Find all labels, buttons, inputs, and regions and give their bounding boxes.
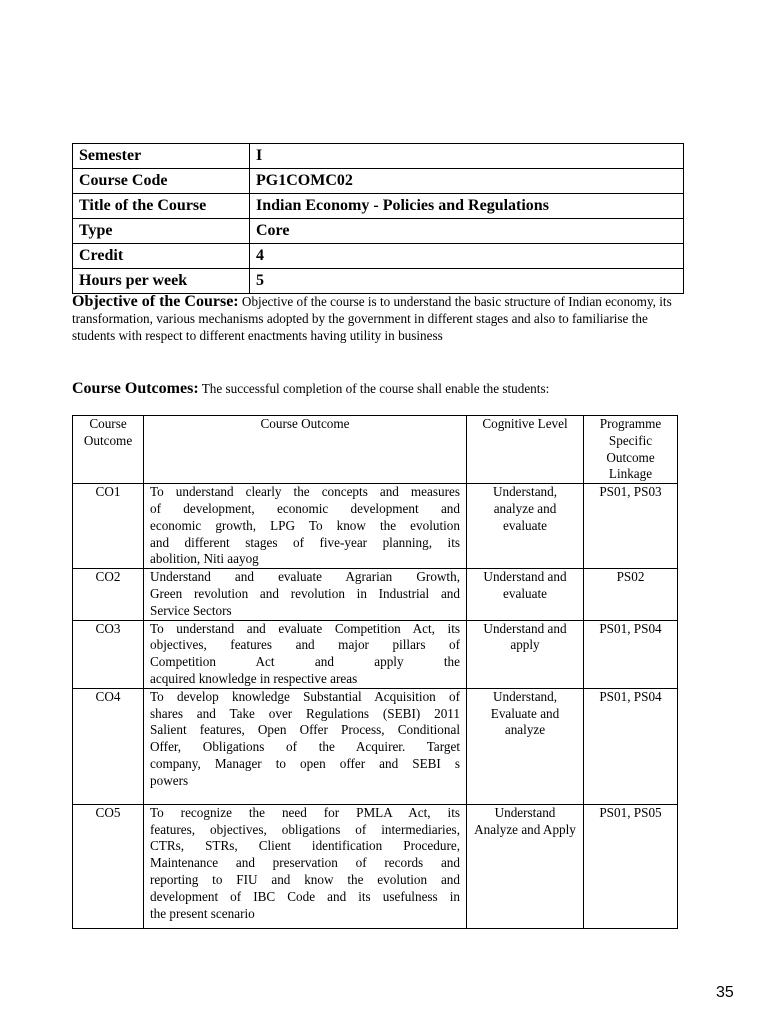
table-row bbox=[73, 569, 678, 620]
table-row bbox=[73, 620, 678, 688]
objective-text: Objective of the course is to understand the basic structure of Indian economy, its transformation, various mechanisms adopted by the government in different stages and also to familiarise the students with respect to different enactments having utility in business bbox=[72, 294, 672, 343]
outcome-line: economic growth, LPG To know the evolution bbox=[150, 517, 460, 533]
outcome-line: Green revolution and revolution in Industrial and bbox=[150, 585, 460, 601]
column-header-outcome: Course Outcome bbox=[144, 416, 467, 484]
outcome-line: To understand clearly the concepts and measures bbox=[150, 484, 460, 500]
cognitive-level: Understand Analyze and Apply bbox=[467, 804, 584, 928]
table-row bbox=[73, 269, 684, 294]
info-label: Credit bbox=[73, 244, 250, 269]
info-value: 5 bbox=[250, 269, 684, 294]
outcome-line: Salient features, Open Offer Process, Conditional bbox=[150, 722, 460, 738]
outcome-line: development of IBC Code and its usefulness in bbox=[150, 888, 460, 904]
info-label: Course Code bbox=[73, 169, 250, 194]
cognitive-level: Understand and apply bbox=[467, 620, 584, 688]
column-header-pso: Programme Specific Outcome Linkage bbox=[584, 416, 678, 484]
table-row bbox=[73, 144, 684, 169]
info-value: 4 bbox=[250, 244, 684, 269]
cognitive-level: Understand, Evaluate and analyze bbox=[467, 688, 584, 804]
pso-linkage: PS01, PS05 bbox=[584, 804, 678, 928]
cognitive-level: Understand and evaluate bbox=[467, 569, 584, 620]
outcomes-heading: Course Outcomes: bbox=[72, 380, 199, 397]
outcome-line: the present scenario bbox=[150, 905, 255, 921]
table-row bbox=[73, 219, 684, 244]
outcome-line: of development, economic development and bbox=[150, 500, 460, 516]
table-row bbox=[73, 169, 684, 194]
outcome-line: shares and Take over Regulations (SEBI) 2011 bbox=[150, 705, 460, 721]
info-value: Core bbox=[250, 219, 684, 244]
objective-paragraph bbox=[72, 293, 684, 344]
outcome-line: CTRs, STRs, Client identification Procedure, bbox=[150, 838, 460, 854]
outcomes-intro bbox=[72, 379, 684, 399]
outcome-code: CO4 bbox=[73, 688, 144, 804]
info-value: PG1COMC02 bbox=[250, 169, 684, 194]
table-row bbox=[73, 194, 684, 219]
outcome-line: To understand and evaluate Competition Act, its bbox=[150, 620, 460, 636]
info-value: Indian Economy - Policies and Regulations bbox=[250, 194, 684, 219]
outcome-line: company, Manager to open offer and SEBI s bbox=[150, 755, 460, 771]
outcome-description bbox=[144, 569, 467, 620]
outcome-line: Understand and evaluate Agrarian Growth, bbox=[150, 569, 460, 585]
info-value: I bbox=[250, 144, 684, 169]
outcome-line: abolition, Niti aayog bbox=[150, 551, 259, 567]
outcome-line: To develop knowledge Substantial Acquisition of bbox=[150, 688, 460, 704]
info-label: Semester bbox=[73, 144, 250, 169]
info-label: Title of the Course bbox=[73, 194, 250, 219]
outcomes-table-body bbox=[73, 484, 678, 929]
outcome-code: CO2 bbox=[73, 569, 144, 620]
pso-linkage: PS01, PS04 bbox=[584, 688, 678, 804]
table-header-row bbox=[73, 416, 678, 484]
outcome-line: To recognize the need for PMLA Act, its bbox=[150, 804, 460, 820]
objective-heading: Objective of the Course: bbox=[72, 293, 239, 310]
outcome-line: features, objectives, obligations of intermediaries, bbox=[150, 821, 460, 837]
page-number: 35 bbox=[716, 984, 734, 1001]
info-label: Type bbox=[73, 219, 250, 244]
table-row bbox=[73, 804, 678, 928]
pso-linkage: PS01, PS03 bbox=[584, 484, 678, 569]
outcome-line: acquired knowledge in respective areas bbox=[150, 670, 358, 686]
outcome-line: powers bbox=[150, 772, 189, 788]
outcome-line: Competition Act and apply the bbox=[150, 654, 460, 670]
cognitive-level: Understand, analyze and evaluate bbox=[467, 484, 584, 569]
column-header-level: Cognitive Level bbox=[467, 416, 584, 484]
pso-linkage: PS01, PS04 bbox=[584, 620, 678, 688]
outcome-description bbox=[144, 688, 467, 804]
outcome-line: and different stages of five-year planning, its bbox=[150, 534, 460, 550]
outcome-code: CO5 bbox=[73, 804, 144, 928]
info-label: Hours per week bbox=[73, 269, 250, 294]
outcome-line: objectives, features and major pillars of bbox=[150, 637, 460, 653]
outcomes-intro-text: The successful completion of the course shall enable the students: bbox=[198, 381, 550, 396]
column-header-co: Course Outcome bbox=[73, 416, 144, 484]
outcome-code: CO1 bbox=[73, 484, 144, 569]
outcome-description bbox=[144, 620, 467, 688]
outcome-line: reporting to FIU and know the evolution and bbox=[150, 871, 460, 887]
table-row bbox=[73, 244, 684, 269]
outcome-description bbox=[144, 804, 467, 928]
outcome-code: CO3 bbox=[73, 620, 144, 688]
outcome-line: Service Sectors bbox=[150, 602, 232, 618]
table-row bbox=[73, 484, 678, 569]
course-outcomes-table bbox=[72, 415, 678, 929]
outcome-description bbox=[144, 484, 467, 569]
table-row bbox=[73, 688, 678, 804]
pso-linkage: PS02 bbox=[584, 569, 678, 620]
course-info-table bbox=[72, 143, 684, 294]
outcome-line: Offer, Obligations of the Acquirer. Target bbox=[150, 739, 460, 755]
outcome-line: Maintenance and preservation of records and bbox=[150, 855, 460, 871]
